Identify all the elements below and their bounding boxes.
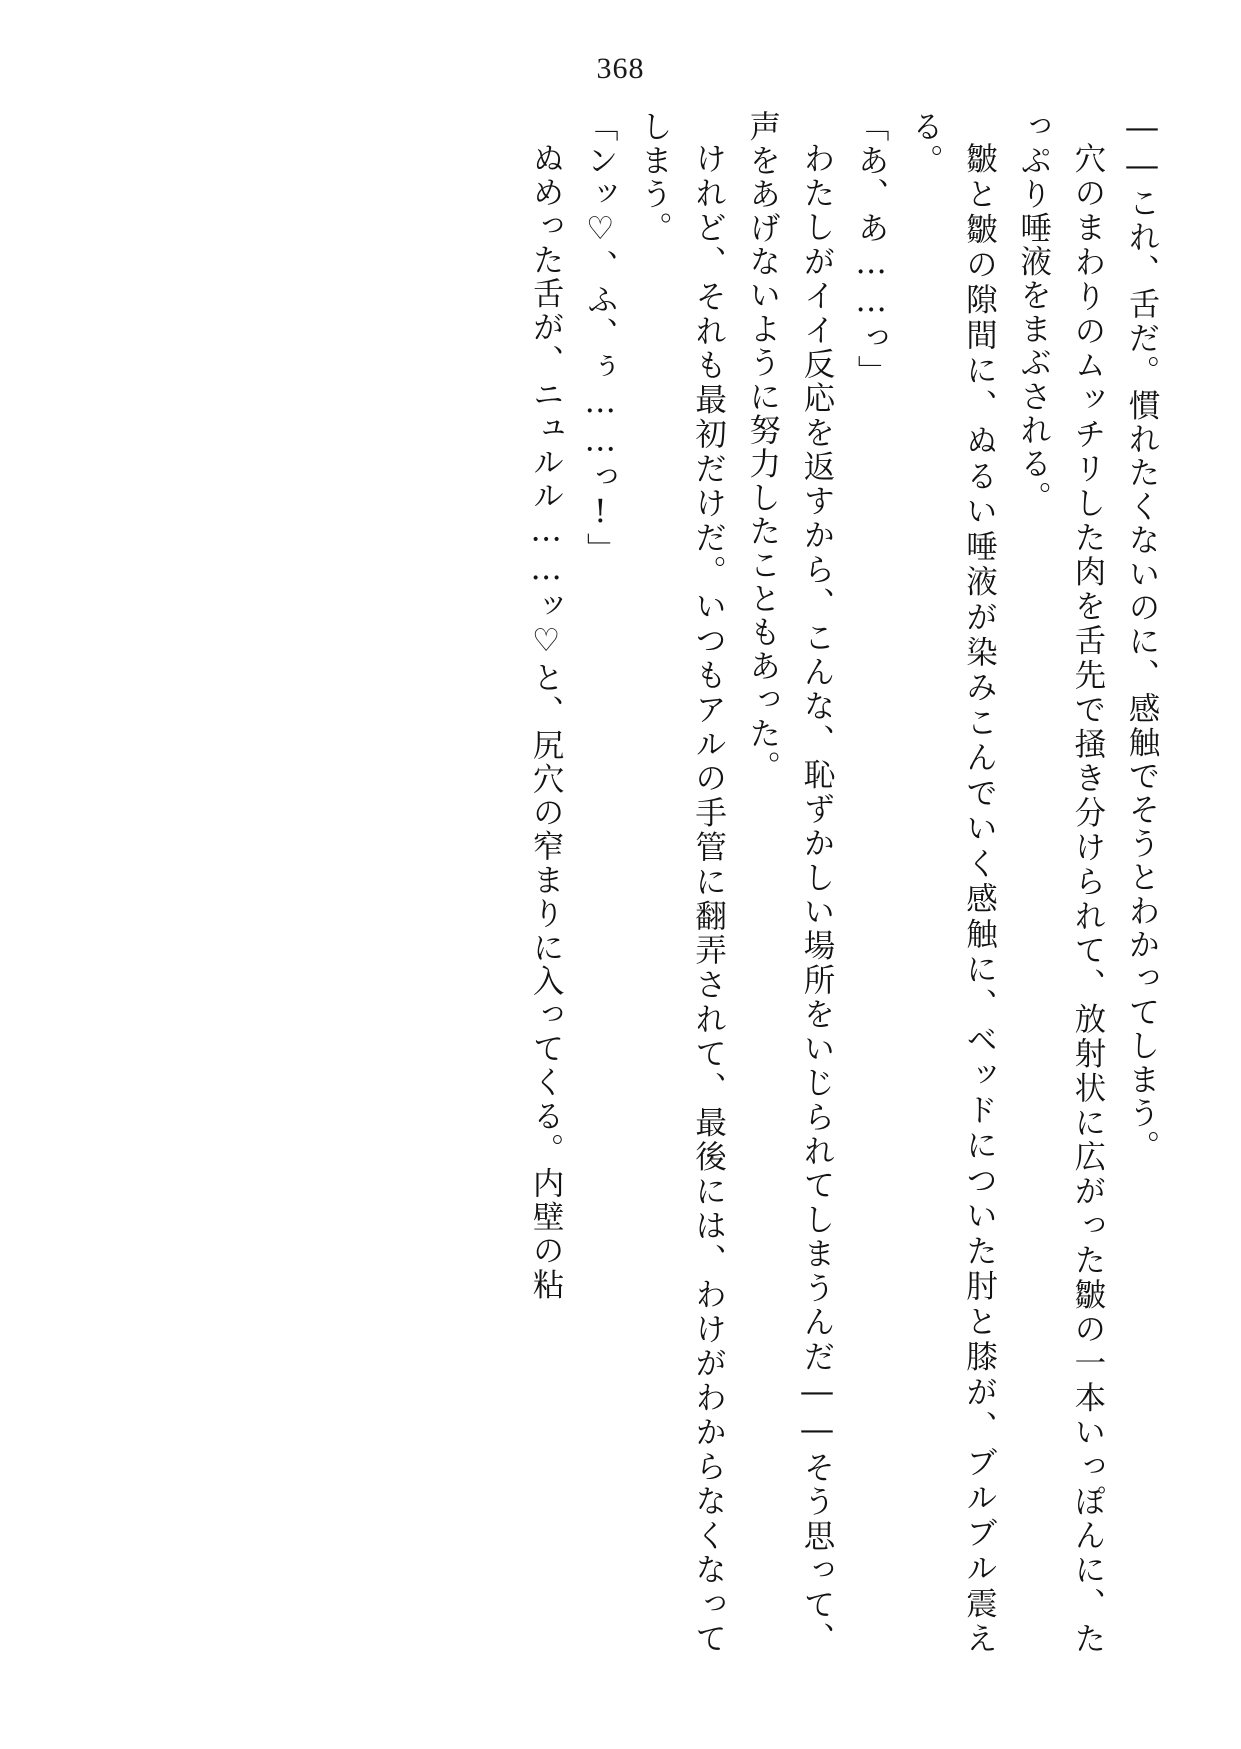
page-body-text bbox=[129, 110, 1169, 1655]
paragraph: けれど、それも最初だけだ。いつもアルの手管に翻弄されて、最後には、わけがわからなくなってしまう。 bbox=[636, 110, 727, 1655]
paragraph-dialogue: 「ンッ♡、ふ、ぅ……っ!」 bbox=[582, 110, 619, 567]
paragraph: ぬめった舌が、ニュルル……ッ♡と、尻穴の窄まりに入ってくる。内壁の粘 bbox=[528, 141, 565, 1301]
paragraph: 穴のまわりのムッチリした肉を舌先で掻き分けられて、放射状に広がった皺の一本いっぽんに、たっぷり唾液をまぶされる。 bbox=[1015, 110, 1106, 1655]
paragraph: わたしがイイ反応を返すから、こんな、恥ずかしい場所をいじられてしまうんだ――そう思って、声をあげないように努力したこともあった。 bbox=[744, 110, 835, 1655]
paragraph: 皺と皺の隙間に、ぬるい唾液が染みこんでいく感触に、ベッドについた肘と膝が、ブルブル震える。 bbox=[907, 110, 998, 1655]
paragraph-dialogue: 「あ、あ……っ」 bbox=[853, 110, 890, 389]
page-number: 368 bbox=[596, 52, 645, 85]
paragraph: ――これ、舌だ。慣れたくないのに、感触でそうとわかってしまう。 bbox=[1124, 110, 1160, 1164]
